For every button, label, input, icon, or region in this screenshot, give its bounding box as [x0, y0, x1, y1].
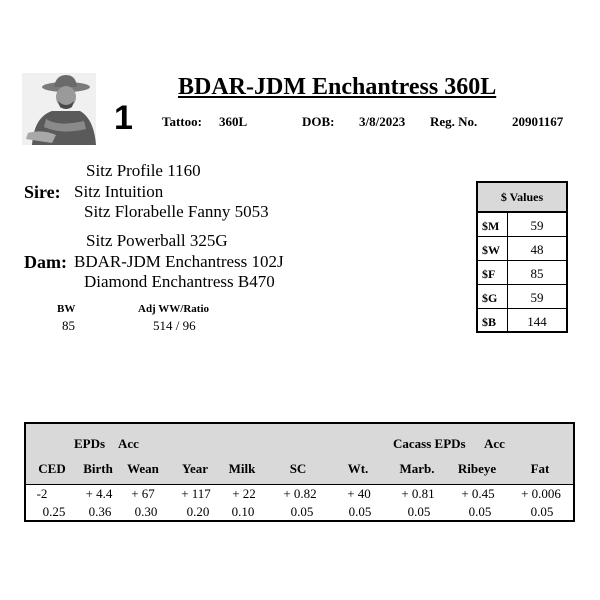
adj-ww-label: Adj WW/Ratio [138, 303, 209, 315]
sire-sire: Sitz Profile 1160 [86, 161, 201, 180]
epd-value-fat: + 0.006 [521, 486, 561, 501]
dollar-value-key: $G [478, 285, 508, 308]
epd-group-label: EPDs [74, 436, 106, 451]
epd-col-year: Year [182, 461, 208, 476]
epd-acc-fat: 0.05 [530, 504, 554, 519]
carcass-epd-group-label: Cacass EPDs [393, 436, 466, 451]
epd-acc-marb: 0.05 [407, 504, 431, 519]
epd-value-marb: + 0.81 [401, 486, 435, 501]
epd-table [24, 422, 575, 522]
dob-label: DOB: [302, 114, 335, 129]
epd-col-ribeye: Ribeye [457, 461, 497, 476]
sire-label: Sire: [24, 182, 61, 202]
epd-acc-wean: 0.30 [134, 504, 158, 519]
epd-acc-milk: 0.10 [231, 504, 255, 519]
reg-label: Reg. No. [430, 114, 478, 129]
epd-value-ced: -2 [36, 486, 48, 501]
epd-acc-year: 0.20 [186, 504, 210, 519]
animal-name-title: BDAR-JDM Enchantress 360L [178, 74, 497, 100]
dollar-value-key: $B [478, 309, 508, 333]
dollar-value: 59 [530, 290, 544, 305]
epd-value-ribeye: + 0.45 [461, 486, 495, 501]
dam-label: Dam: [24, 252, 67, 272]
dollar-value-row [478, 237, 566, 261]
dollar-value-row [478, 285, 566, 309]
epd-col-sc: SC [289, 461, 307, 476]
dam-name: BDAR-JDM Enchantress 102J [74, 252, 284, 271]
dollar-value: 48 [530, 242, 544, 257]
dollar-values-table [476, 181, 568, 333]
bw-label: BW [57, 303, 76, 315]
dollar-value-row [478, 261, 566, 285]
epd-col-wt: Wt. [347, 461, 369, 476]
epd-acc-ced: 0.25 [42, 504, 66, 519]
epd-col-marb: Marb. [399, 461, 435, 476]
reg-value: 20901167 [512, 114, 564, 129]
carcass-acc-label: Acc [484, 436, 505, 451]
epd-value-sc: + 0.82 [283, 486, 317, 501]
epd-value-wean: + 67 [131, 486, 155, 501]
epd-col-milk: Milk [228, 461, 256, 476]
epd-value-milk: + 22 [232, 486, 256, 501]
dollar-values-title: $ Values [478, 183, 566, 213]
epd-header-rule [26, 484, 573, 485]
dollar-value-row [478, 213, 566, 237]
dollar-value: 144 [527, 314, 547, 329]
adj-ww-value: 514 / 96 [153, 318, 196, 333]
epd-value-wt: + 40 [347, 486, 371, 501]
dam-dam: Diamond Enchantress B470 [84, 272, 275, 291]
dollar-value-key: $W [478, 237, 508, 260]
epd-col-fat: Fat [530, 461, 550, 476]
dollar-value-key: $M [478, 213, 508, 236]
epd-acc-wt: 0.05 [348, 504, 372, 519]
sire-dam: Sitz Florabelle Fanny 5053 [84, 202, 269, 221]
epd-acc-label: Acc [118, 436, 139, 451]
dob-value: 3/8/2023 [359, 114, 406, 129]
epd-value-birth: + 4.4 [85, 486, 113, 501]
dollar-value: 59 [530, 218, 544, 233]
tattoo-value: 360L [219, 114, 248, 129]
dollar-value: 85 [530, 266, 544, 281]
lot-number: 1 [114, 99, 133, 137]
epd-acc-ribeye: 0.05 [468, 504, 492, 519]
dam-sire: Sitz Powerball 325G [86, 231, 228, 250]
tattoo-label: Tattoo: [162, 114, 202, 129]
epd-acc-sc: 0.05 [290, 504, 314, 519]
dollar-value-row [478, 309, 566, 333]
epd-col-wean: Wean [127, 461, 159, 476]
dollar-value-key: $F [478, 261, 508, 284]
cowboy-logo-photo [22, 73, 96, 145]
bw-value: 85 [62, 318, 75, 333]
epd-value-year: + 117 [181, 486, 211, 501]
epd-col-ced: CED [38, 461, 66, 476]
epd-acc-birth: 0.36 [88, 504, 112, 519]
sire-name: Sitz Intuition [74, 182, 164, 201]
epd-col-birth: Birth [83, 461, 113, 476]
